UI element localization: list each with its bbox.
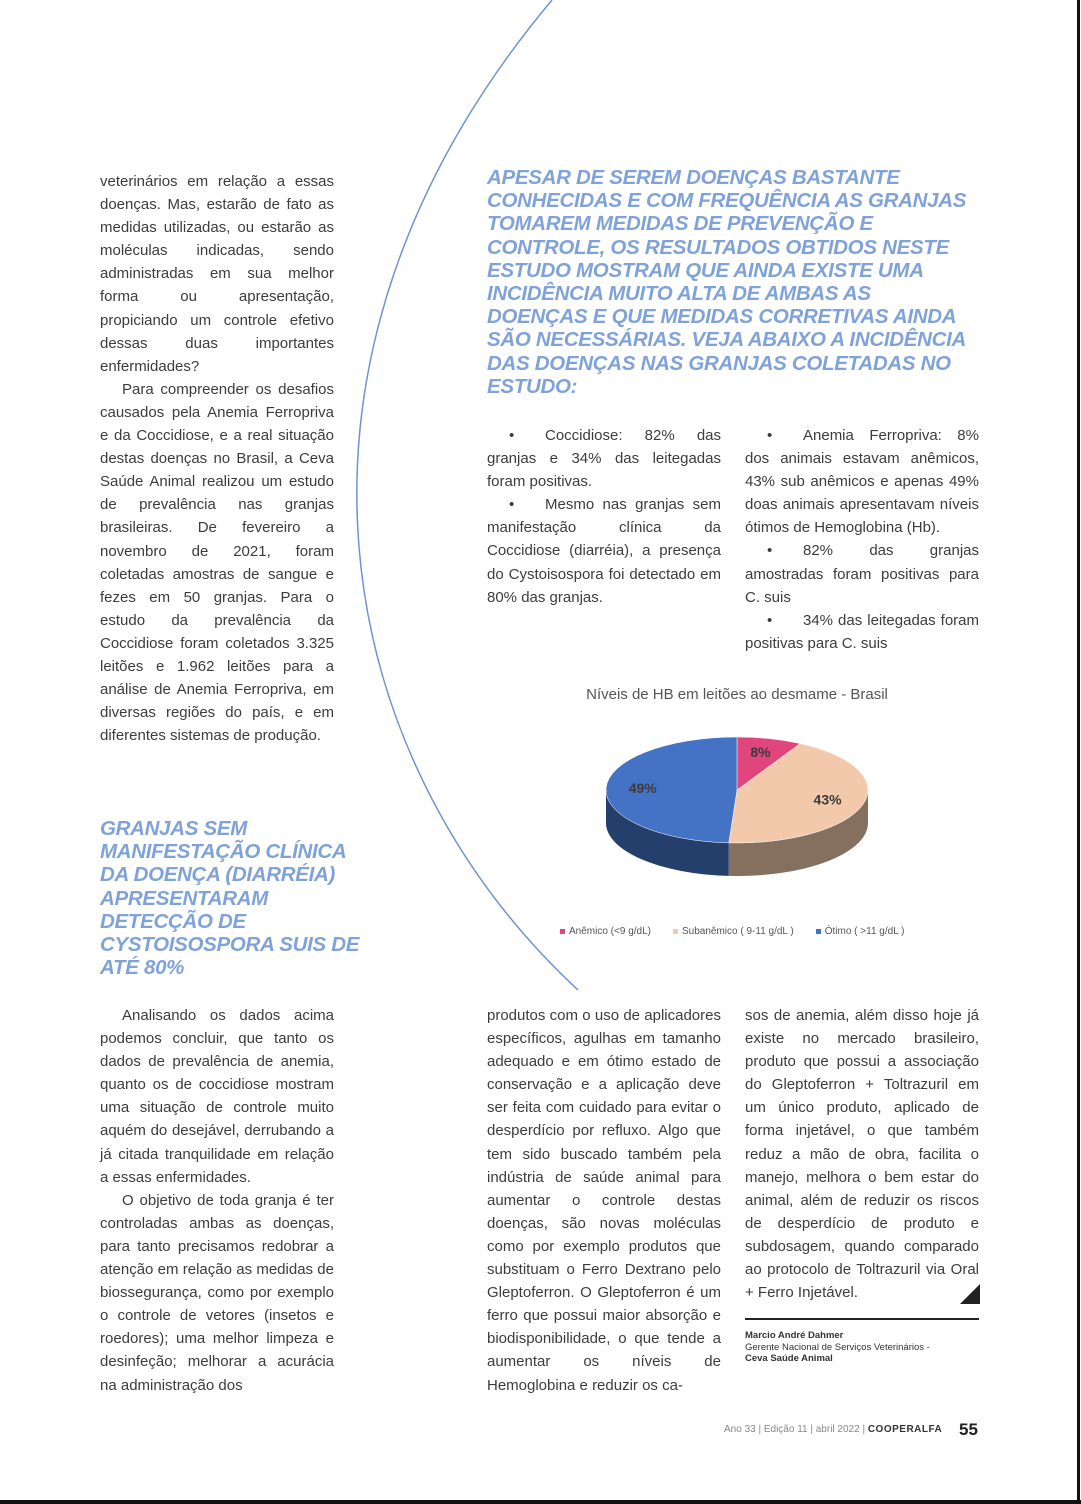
legend-label: Anêmico (<9 g/dL) xyxy=(569,926,651,937)
bullet-item xyxy=(745,539,979,608)
bullet-text: Mesmo nas granjas sem manifestação clínica da Coccidiose (diarréia), a presença do Cystoisospora foi detectado em 80% das granjas. xyxy=(487,496,721,606)
bullet-list-right xyxy=(745,424,979,655)
bullet-icon: • xyxy=(509,496,515,514)
bullet-text: 34% das leitegadas foram positivas para C. suis xyxy=(745,611,979,652)
bullet-text: Anemia Ferropriva: 8% dos animais estavam anêmicos, 43% sub anêmicos e apenas 49% doas animais apresentavam níveis ótimos de Hemoglobina (Hb). xyxy=(745,427,979,537)
column1-bottom-text xyxy=(100,1004,334,1397)
author-organization: Ceva Saúde Animal xyxy=(745,1353,833,1364)
legend-label: Subanêmico ( 9-11 g/dL ) xyxy=(682,926,794,937)
paragraph: sos de anemia, além disso hoje já existe no mercado brasileiro, produto que possui a associação do Gleptoferron + Toltrazuril em um único produto, aplicado de forma injetável, o que também reduz a mão de obra, facilita o manejo, melhora o bem estar do animal, além de reduzir os riscos de desperdício de produto e subdosagem, quando comparado ao protocolo de Toltrazuril via Oral + Ferro Injetável. xyxy=(745,1007,979,1302)
author-divider xyxy=(745,1318,979,1320)
bullet-item xyxy=(487,493,721,608)
column3-bottom-text xyxy=(745,1004,979,1304)
author-role: Gerente Nacional de Serviços Veterinários - xyxy=(745,1341,930,1353)
paragraph: Analisando os dados acima podemos concluir, que tanto os dados de prevalência de anemia, quanto os de coccidiose mostram uma situação de controle muito aquém do desejável, derrubando a já citada tranquilidade em relação a essas enfermidades. xyxy=(100,1007,334,1186)
paragraph: Para compreender os desafios causados pela Anemia Ferropriva e da Coccidiose, e a real situação destas doenças no Brasil, a Ceva Saúde Animal realizou um estudo de prevalência nas granjas brasileiras. De fevereiro a novembro de 2021, foram coletadas amostras de sangue e fezes em 50 granjas. Para o estudo da prevalência da Coccidiose foram coletados 3.325 leitões e 1.962 leitões para a análise de Anemia Ferropriva, em diversas regiões do país, e em diferentes sistemas de produção. xyxy=(100,380,334,745)
page-number: 55 xyxy=(959,1420,978,1439)
bullet-item xyxy=(745,424,979,539)
author-name: Marcio André Dahmer xyxy=(745,1330,844,1341)
paragraph: veterinários em relação a essas doenças. Mas, estarão de fato as medidas utilizadas, ou estarão as moléculas indicadas, sendo administradas em sua melhor forma ou apresentação, propiciando um controle efetivo dessas duas importantes enfermidades? xyxy=(100,173,334,375)
column2-bottom-text xyxy=(487,1004,721,1397)
page-border-bottom xyxy=(0,1500,1081,1504)
chart-legend xyxy=(560,926,905,937)
page-border-right xyxy=(1077,0,1080,1504)
bullet-item xyxy=(487,424,721,493)
bullet-text: Coccidiose: 82% das granjas e 34% das leitegadas foram positivas. xyxy=(487,427,721,491)
magazine-name: COOPERALFA xyxy=(867,1424,943,1435)
bullet-icon: • xyxy=(767,542,773,560)
legend-item xyxy=(816,926,905,937)
bullet-icon: • xyxy=(767,427,773,444)
end-of-article-mark xyxy=(960,1284,980,1304)
column1-top-text xyxy=(100,170,334,747)
page-footer xyxy=(724,1424,942,1435)
pull-quote-side: GRANJAS SEM MANIFESTAÇÃO CLÍNICA DA DOENÇA (DIARRÉIA) APRESENTARAM DETECÇÃO DE CYSTOISOSPORA SUIS DE ATÉ 80% xyxy=(100,817,360,980)
legend-swatch xyxy=(560,929,565,934)
legend-item xyxy=(560,926,651,937)
pull-quote-main: APESAR DE SEREM DOENÇAS BASTANTE CONHECIDAS E COM FREQUÊNCIA AS GRANJAS TOMAREM MEDIDAS DE PREVENÇÃO E CONTROLE, OS RESULTADOS OBTIDOS NESTE ESTUDO MOSTRAM QUE AINDA EXISTE UMA INCIDÊNCIA MUITO ALTA DE AMBAS AS DOENÇAS E QUE MEDIDAS CORRETIVAS AINDA SÃO NECESSÁRIAS. VEJA ABAIXO A INCIDÊNCIA DAS DOENÇAS NAS GRANJAS COLETADAS NO ESTUDO: xyxy=(487,166,967,398)
legend-item xyxy=(673,926,794,937)
legend-swatch xyxy=(816,929,821,934)
bullet-item xyxy=(745,609,979,655)
issue-info: Ano 33 | Edição 11 | abril 2022 | xyxy=(724,1424,866,1435)
bullet-text: 82% das granjas amostradas foram positivas para C. suis xyxy=(745,542,979,606)
pie-chart xyxy=(600,725,880,905)
author-credit xyxy=(745,1330,930,1365)
chart-title: Níveis de HB em leitões ao desmame - Brasil xyxy=(586,686,888,703)
pie-data-label: 43% xyxy=(813,791,842,808)
pie-data-label: 8% xyxy=(750,744,771,761)
legend-swatch xyxy=(673,929,678,934)
bullet-icon: • xyxy=(767,611,773,629)
pie-data-label: 49% xyxy=(628,779,657,796)
bullet-icon: • xyxy=(509,427,515,444)
legend-label: Ótimo ( >11 g/dL ) xyxy=(824,926,905,937)
bullet-list-left xyxy=(487,424,721,609)
paragraph: produtos com o uso de aplicadores específicos, agulhas em tamanho adequado e em ótimo estado de conservação e a aplicação deve ser feita com cuidado para evitar o desperdício por refluxo. Algo que tem sido buscado também pela indústria de saúde animal para aumentar o controle destas doenças, são novas moléculas como por exemplo produtos que substituam o Ferro Dextrano pelo Gleptoferron. O Gleptoferron é um ferro que possui maior absorção e biodisponibilidade, o que tende a aumentar os níveis de Hemoglobina e reduzir os ca- xyxy=(487,1007,721,1394)
paragraph: O objetivo de toda granja é ter controladas ambas as doenças, para tanto precisamos redobrar a atenção em relação as medidas de biossegurança, como por exemplo o controle de vetores (insetos e roedores); uma melhor limpeza e desinfeção; melhorar a acurácia na administração dos xyxy=(100,1191,334,1394)
